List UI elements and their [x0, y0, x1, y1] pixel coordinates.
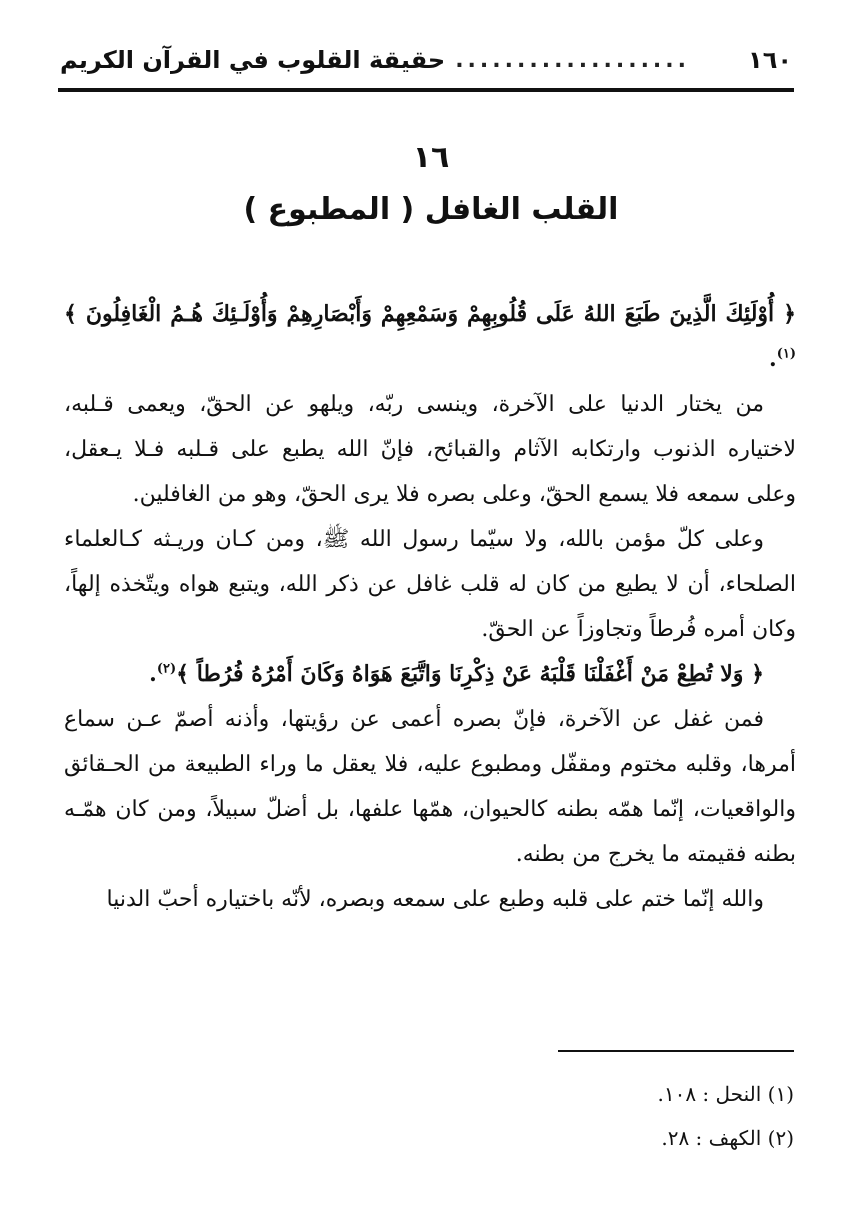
verse-close-bracket: ﴾ [64, 301, 77, 327]
paragraph: والله إنّما ختم على قلبه وطبع على سمعه وبصره، لأنّه باختياره أحبّ الدنيا [106, 887, 764, 912]
quran-verse-1 [64, 292, 796, 382]
paragraph: وعلى كلّ مؤمن بالله، ولا سيّما رسول الله ﷺ، ومن كـان وريـثه كـالعلماء الصلحاء، أن لا يطيع من كان له قلب غافل عن ذكر الله، ويتبع هواه ويتّخذه إلهاً، وكان أمره فُرطاً وتجاوزاً عن الحقّ. [64, 527, 796, 642]
verse-open-bracket: ﴿ [783, 301, 796, 327]
footnote-ref: (٢) [156, 661, 177, 677]
paragraph: فمن غفل عن الآخرة، فإنّ بصره أعمى عن رؤيتها، وأذنه أصمّ عـن سماع أمرها، وقلبه مختوم ومقفّل ومطبوع عليه، فلا يعقل ما وراء الطبيعة من الحـقائق والواقعيات، إنّما همّه بطنه كالحيوان، همّها علفها، بل أضلّ سبيلاً، ومن كان همّـه بطنه فقيمته ما يخرج من بطنه. [64, 707, 796, 867]
footnote: (١) النحل : ١٠٨. [657, 1082, 794, 1106]
paragraph: من يختار الدنيا على الآخرة، وينسى ربّه، ويلهو عن الحقّ، ويعمى قـلبه، لاختياره الذنوب وارتكابه الآثام والقبائح، فإنّ الله يطبع على قـلبه فـلا يـعقل، وعلى سمعه فلا يسمع الحقّ، وعلى بصره فلا يرى الحقّ، وهو من الغافلين. [64, 392, 796, 507]
verse-end: . [769, 346, 777, 372]
chapter-title: القلب الغافل ( المطبوع ) [243, 192, 619, 227]
chapter-number: ١٦ [412, 140, 450, 175]
footnote: (٢) الكهف : ٢٨. [661, 1126, 794, 1150]
verse-text: أُوْلَئِكَ الَّذِينَ طَبَعَ اللهُ عَلَى قُلُوبِهِمْ وَسَمْعِهِمْ وَأَبْصَارِهِمْ وَأُوْلَـئِكَ هُـمُ الْغَافِلُونَ [85, 301, 775, 327]
leader-dots: ................... [455, 47, 690, 73]
running-header [60, 40, 792, 80]
verse-close-bracket: ﴾ [176, 661, 190, 687]
verse-end: . [149, 661, 157, 687]
running-title-group [60, 46, 690, 74]
verse-open-bracket: ﴿ [751, 661, 764, 687]
body-text [64, 292, 796, 922]
book-title: حقيقة القلوب في القرآن الكريم [60, 46, 446, 74]
quran-verse-2 [64, 652, 796, 697]
footnotes [60, 1072, 794, 1160]
page-number: ١٦٠ [748, 46, 792, 74]
footnote-ref: (١) [776, 346, 796, 362]
verse-text: وَلا تُطِعْ مَنْ أَغْفَلْنَا قَلْبَهُ عَنْ ذِكْرِنَا وَاتَّبَعَ هَوَاهُ وَكَانَ أَمْرُهُ فُرُطاً [196, 661, 744, 687]
footnote-rule [558, 1050, 794, 1052]
header-rule [58, 88, 794, 92]
